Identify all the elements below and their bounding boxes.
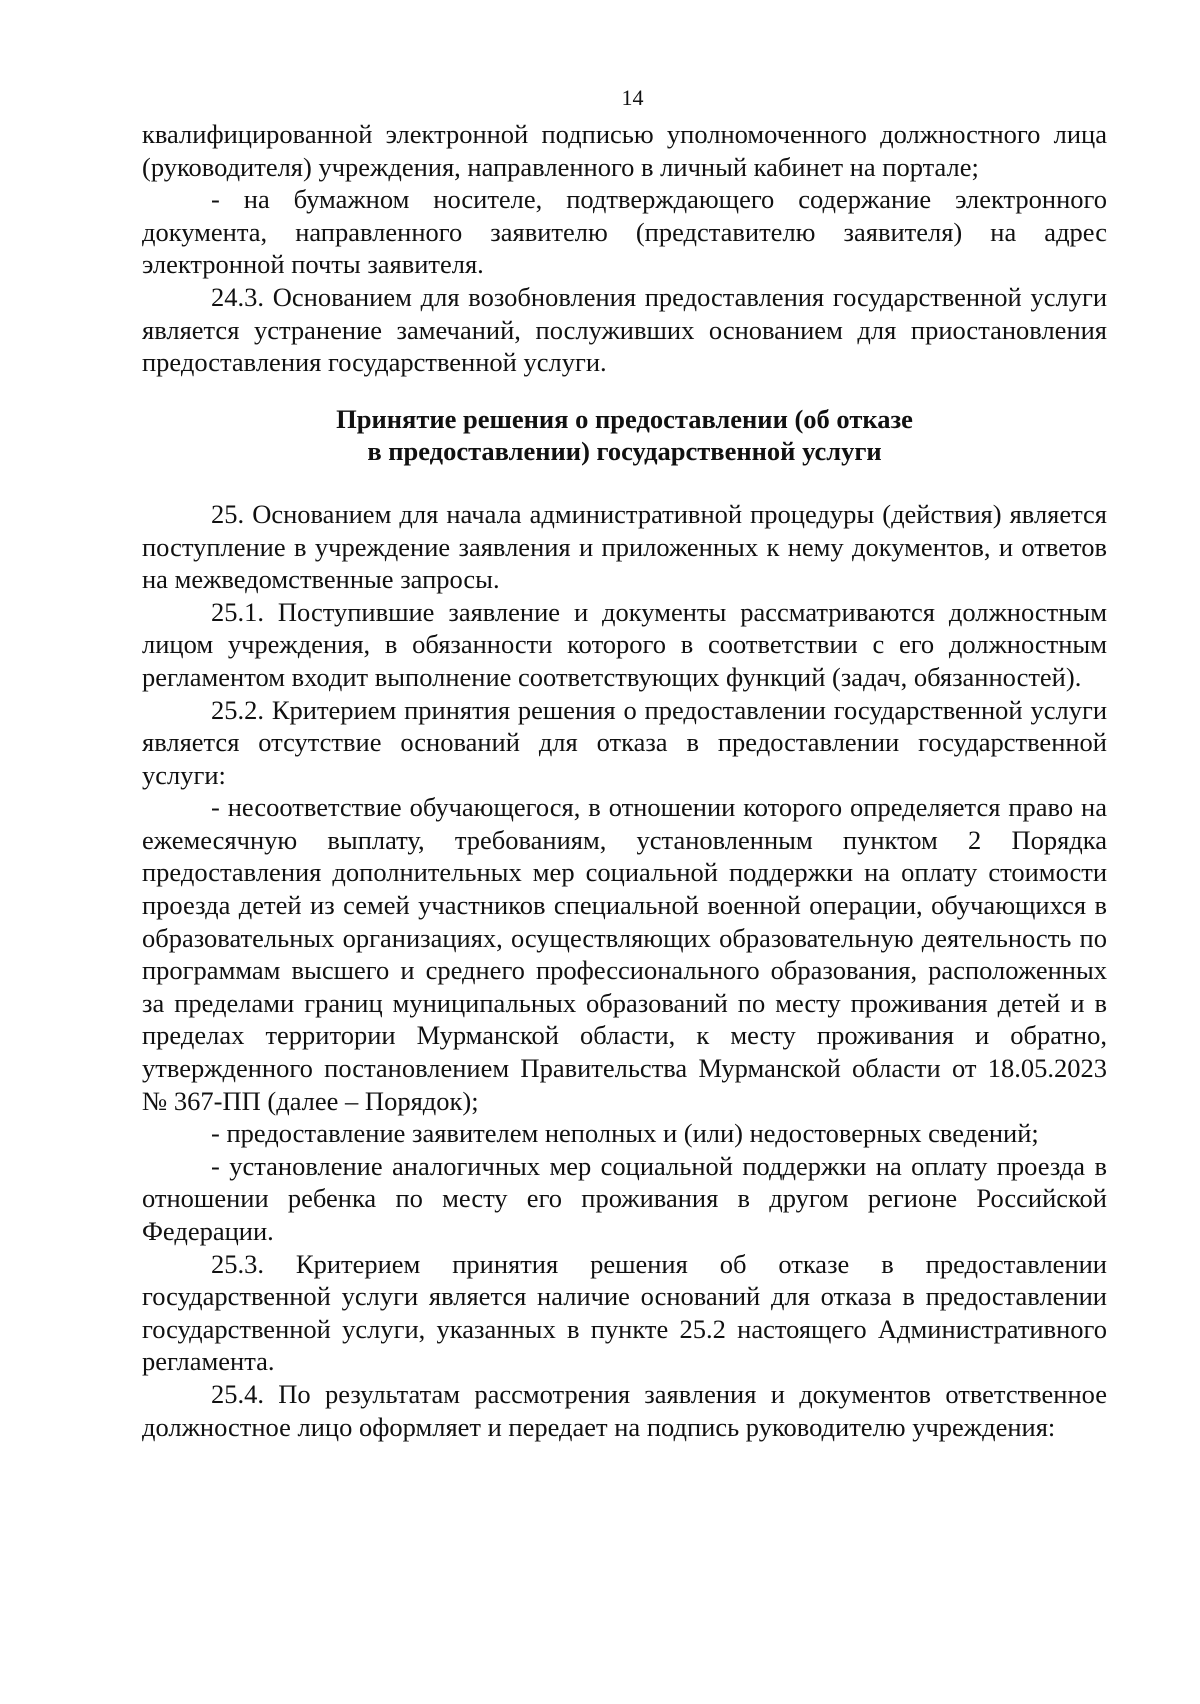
document-page — [142, 84, 1107, 1443]
paragraph-25-4: 25.4. По результатам рассмотрения заявления и документов ответственное должностное лицо оформляет и передает на подпись руководителю учреждения: — [142, 1378, 1107, 1442]
paragraph-24-3: 24.3. Основанием для возобновления предоставления государственной услуги является устранение замечаний, послуживших основанием для приостановления предоставления государственной услуги. — [142, 281, 1107, 378]
paragraph-criterion-nonconformity: - несоответствие обучающегося, в отношении которого определяется право на ежемесячную выплату, требованиям, установленным пунктом 2 Порядка предоставления дополнительных мер социальной поддержки на оплату стоимости проезда детей из семей участников специальной военной операции, обучающихся в образовательных организациях, осуществляющих образовательную деятельность по программам высшего и среднего профессионального образования, расположенных за пределами границ муниципальных образований по месту проживания детей и в пределах территории Мурманской области, к месту проживания и обратно, утвержденного постановлением Правительства Мурманской области от 18.05.2023 № 367-ПП (далее – Порядок); — [142, 792, 1107, 1116]
section-heading-line-1: Принятие решения о предоставлении (об отказе — [336, 403, 913, 434]
page-number: 14 — [621, 85, 644, 110]
paragraph-25-2: 25.2. Критерием принятия решения о предоставлении государственной услуги является отсутствие оснований для отказа в предоставлении государственной услуги: — [142, 694, 1107, 790]
paragraph-paper-medium: - на бумажном носителе, подтверждающего содержание электронного документа, направленного заявителю (представителю заявителя) на адрес электронной почты заявителя. — [142, 184, 1107, 280]
section-heading-line-2: в предоставлении) государственной услуги — [367, 436, 882, 467]
paragraph-criterion-other-region: - установление аналогичных мер социальной поддержки на оплату проезда в отношении ребенка по месту его проживания в другом регионе Российской Федерации. — [142, 1150, 1107, 1246]
paragraph-criterion-incomplete-info: - предоставление заявителем неполных и (или) недостоверных сведений; — [211, 1118, 1039, 1149]
paragraph-25-3: 25.3. Критерием принятия решения об отказе в предоставлении государственной услуги является наличие оснований для отказа в предоставлении государственной услуги, указанных в пункте 25.2 настоящего Административного регламента. — [142, 1248, 1107, 1377]
paragraph-25: 25. Основанием для начала административной процедуры (действия) является поступление в учреждение заявления и приложенных к нему документов, и ответов на межведомственные запросы. — [142, 498, 1107, 595]
section-heading — [142, 403, 1107, 468]
paragraph-25-1: 25.1. Поступившие заявление и документы рассматриваются должностным лицом учреждения, в обязанности которого в соответствии с его должностным регламентом входит выполнение соответствующих функций (задач, обязанностей). — [142, 596, 1107, 692]
paragraph-continuation: квалифицированной электронной подписью уполномоченного должностного лица (руководителя) учреждения, направленного в личный кабинет на портале; — [142, 119, 1107, 182]
